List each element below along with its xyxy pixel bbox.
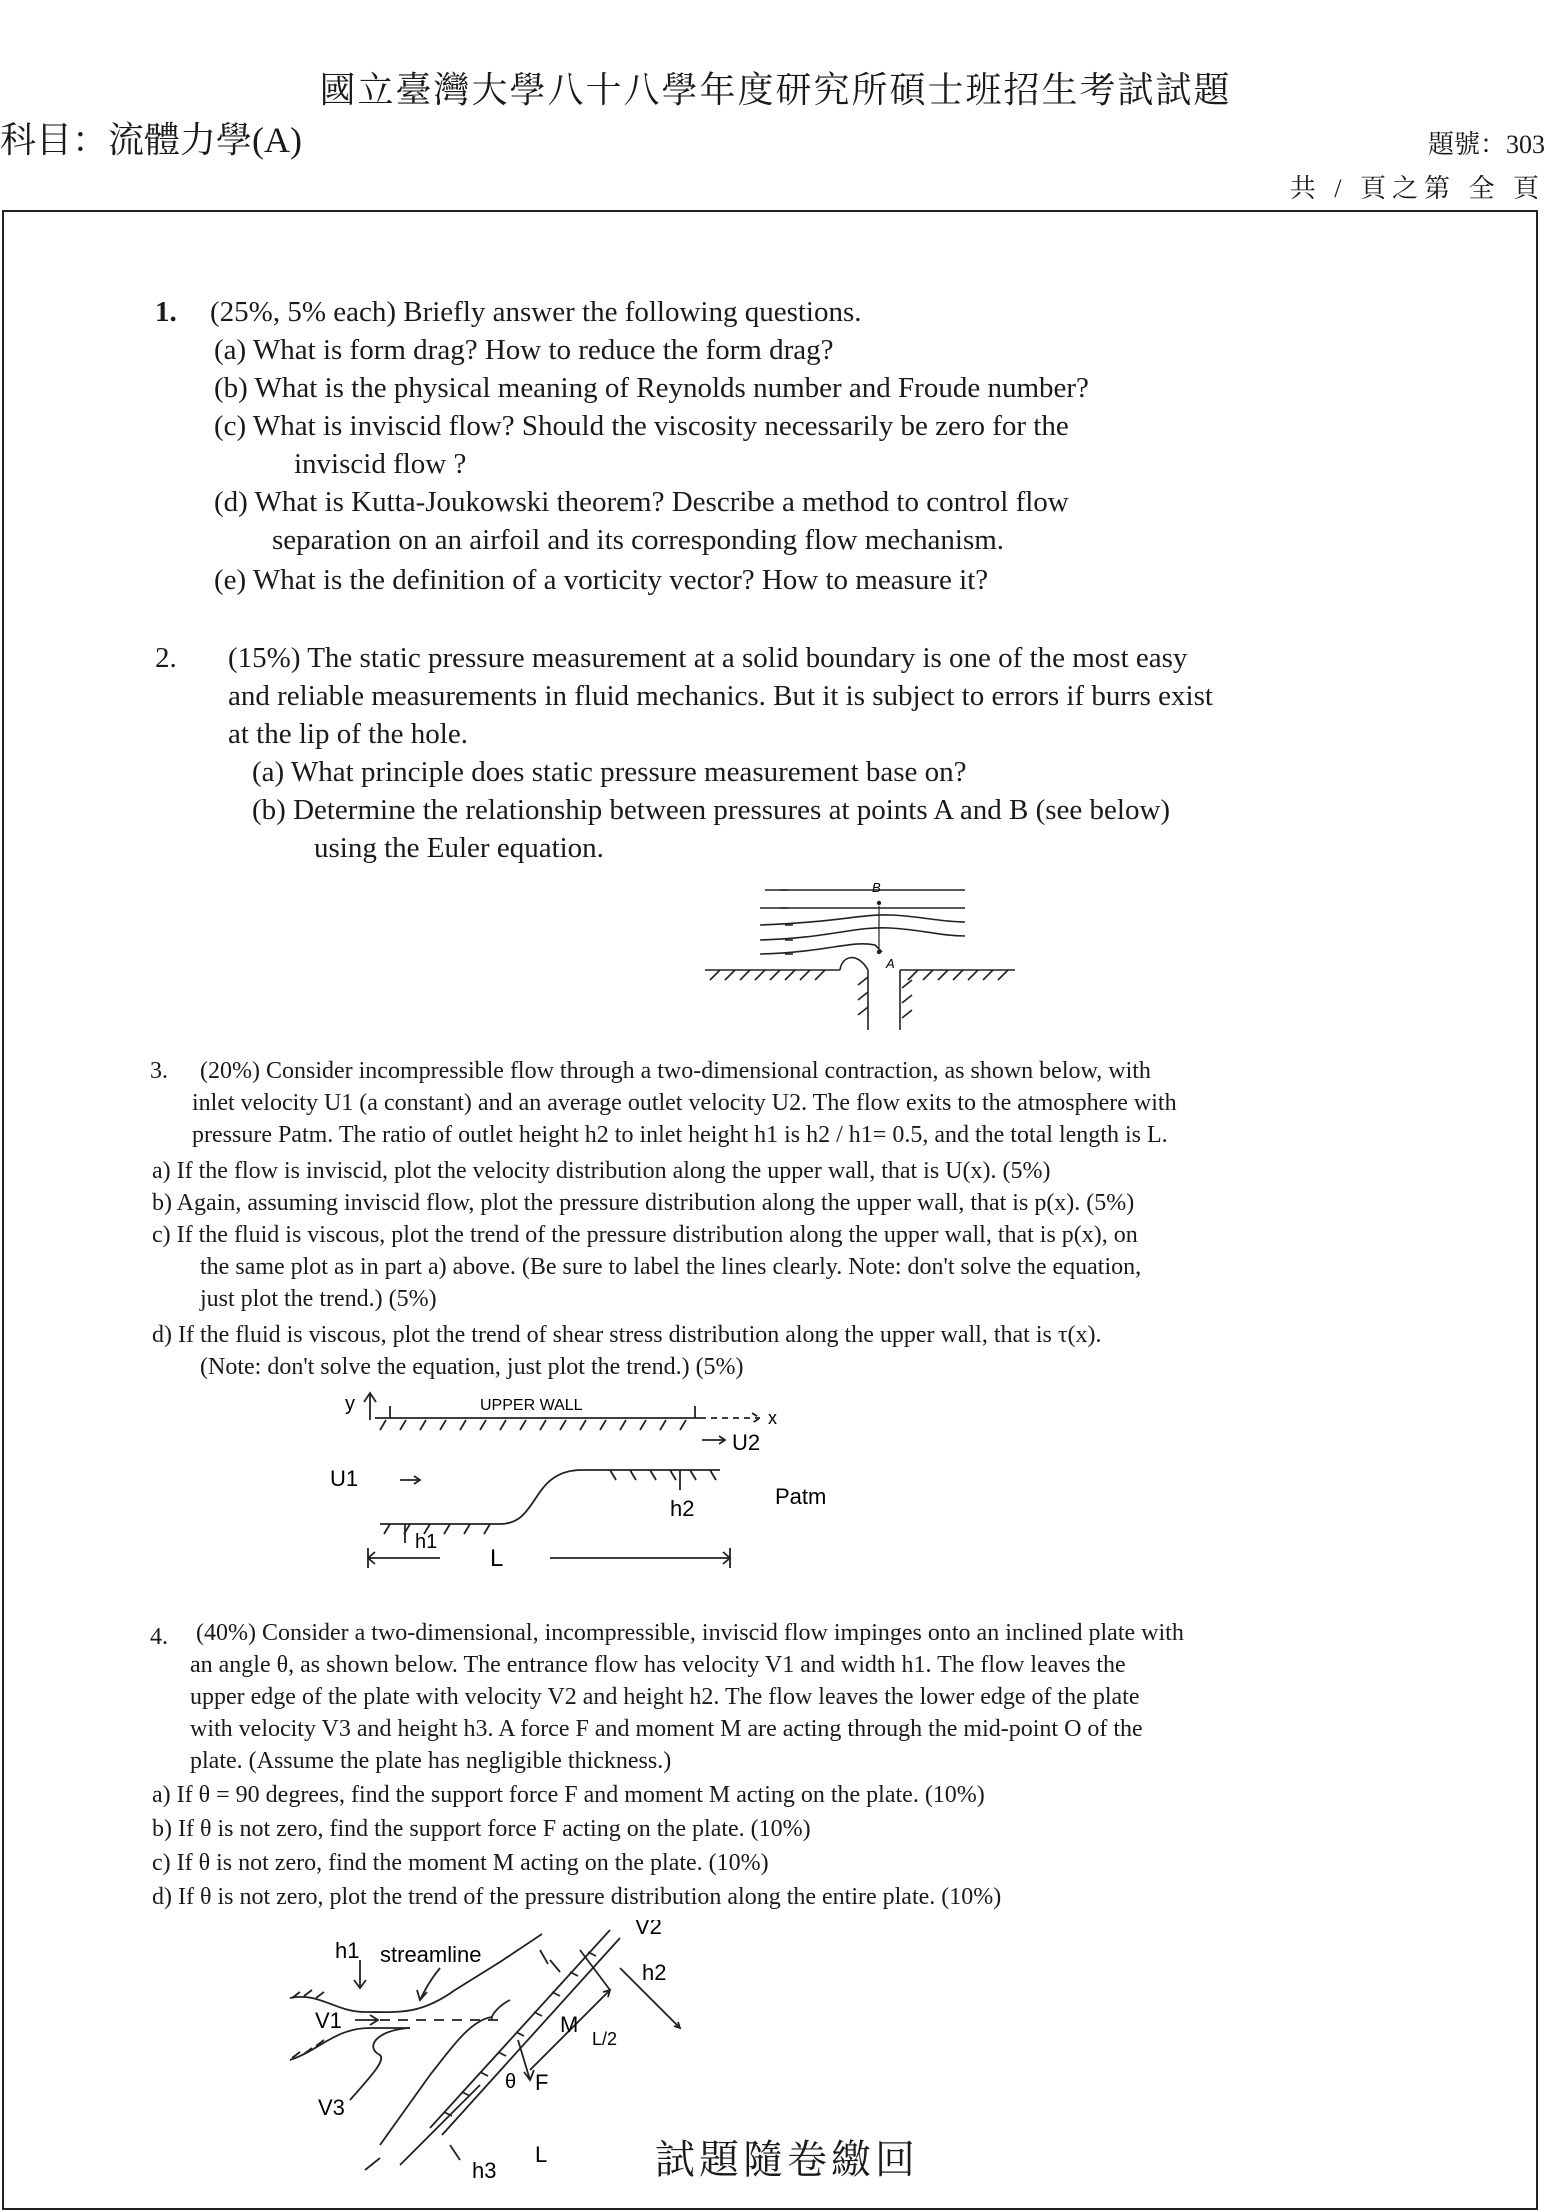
q1-d-line1: (d) What is Kutta-Joukowski theorem? Describe a method to control flow — [214, 486, 1069, 518]
q4-line1: (40%) Consider a two-dimensional, incompressible, inviscid flow impinges onto an inclined plate with — [196, 1620, 1184, 1646]
contraction-figure — [320, 1388, 840, 1588]
hatch — [908, 970, 1008, 980]
fig4-v2: V2 — [635, 1920, 662, 1939]
lower-wall — [380, 1470, 720, 1524]
lower-entry — [290, 2028, 410, 2060]
l-dim-arrow — [365, 2158, 380, 2170]
l-dim-bottom — [400, 2085, 480, 2165]
q3-line3: pressure Patm. The ratio of outlet height h2 to inlet height h1 is h2 / h1= 0.5, and the total length is L. — [192, 1122, 1168, 1148]
fig4-half-l: L/2 — [592, 2029, 618, 2049]
q3-b: b) Again, assuming inviscid flow, plot the pressure distribution along the upper wall, that is p(x). (5%) — [152, 1190, 1135, 1216]
q2-number: 2. — [155, 642, 177, 674]
plate-lower — [380, 2017, 492, 2145]
page-count: 共 / 頁之第 全 頁 — [1289, 174, 1545, 203]
streamline — [760, 915, 965, 925]
fig4-streamline: streamline — [380, 1942, 482, 1967]
flow-arrows — [780, 890, 793, 954]
q1-intro: (25%, 5% each) Briefly answer the following questions. — [210, 296, 862, 328]
moment-arc — [492, 2000, 510, 2020]
fig4-h2: h2 — [642, 1960, 667, 1985]
point-b — [877, 901, 881, 905]
fig4-h3: h3 — [472, 2158, 497, 2183]
streamline — [760, 928, 965, 940]
q4-line2: an angle θ, as shown below. The entrance flow has velocity V1 and width h1. The flow leaves the — [190, 1652, 1126, 1678]
q1-c-line1: (c) What is inviscid flow? Should the viscosity necessarily be zero for the — [214, 410, 1069, 442]
q2-b-line1: (b) Determine the relationship between pressures at points A and B (see below) — [252, 794, 1171, 826]
q1-d-line2: separation on an airfoil and its corresponding flow mechanism. — [272, 524, 1005, 556]
hatch — [858, 977, 912, 1018]
x-axis — [700, 1413, 760, 1423]
fig3-patm: Patm — [775, 1484, 827, 1509]
q3-c-line2: the same plot as in part a) above. (Be sure to label the lines clearly. Note: don't solve the equation, — [200, 1254, 1142, 1280]
fig3-upper-wall: UPPER WALL — [480, 1397, 583, 1414]
fig4-m: M — [560, 2012, 579, 2037]
fig4-theta: θ — [505, 2071, 517, 2093]
streamline — [760, 944, 882, 954]
wall-left — [705, 958, 868, 1030]
fig4-h1: h1 — [335, 1938, 360, 1963]
fig3-h1: h1 — [415, 1531, 438, 1553]
lower-exit — [350, 2028, 410, 2100]
static-pressure-figure — [690, 870, 1020, 1035]
q2-a: (a) What principle does static pressure measurement base on? — [252, 756, 967, 788]
q1-b: (b) What is the physical meaning of Reynolds number and Froude number? — [214, 372, 1089, 404]
q1-e: (e) What is the definition of a vorticity vector? How to measure it? — [214, 564, 989, 596]
h3-mark — [450, 2145, 460, 2160]
q2-line3: at the lip of the hole. — [228, 718, 468, 750]
q3-line2: inlet velocity U1 (a constant) and an average outlet velocity U2. The flow exits to the atmosphere with — [192, 1090, 1177, 1116]
fig4-f: F — [535, 2070, 549, 2095]
q3-line1: (20%) Consider incompressible flow through a two-dimensional contraction, as shown below, with — [200, 1058, 1151, 1084]
q4-line3: upper edge of the plate with velocity V2 and height h2. The flow leaves the lower edge of the plate — [190, 1684, 1140, 1710]
f-arrow — [518, 2040, 534, 2080]
y-axis — [364, 1393, 376, 1420]
label-b: B — [872, 880, 881, 895]
hatch — [710, 970, 825, 980]
fig3-u1: U1 — [330, 1466, 359, 1491]
fig3-h2: h2 — [670, 1496, 695, 1521]
q4-line5: plate. (Assume the plate has negligible thickness.) — [190, 1748, 672, 1774]
upper-hatch — [380, 1420, 686, 1430]
q1-a: (a) What is form drag? How to reduce the form drag? — [214, 334, 834, 366]
streamline-pointer — [417, 1968, 440, 2000]
return-note: 試題隨卷繳回 — [655, 2137, 919, 2183]
v1-arrow — [355, 2015, 378, 2025]
u1-arrow — [400, 1476, 420, 1484]
question-code: 題號：303 — [1427, 130, 1545, 159]
u2-arrow — [702, 1436, 725, 1444]
q4-c: c) If θ is not zero, find the moment M acting on the plate. (10%) — [152, 1850, 769, 1876]
h2-mark — [540, 1950, 560, 1972]
label-a: A — [886, 956, 895, 971]
q3-d-line1: d) If the fluid is viscous, plot the trend of shear stress distribution along the upper wall, that is τ(x). — [152, 1322, 1102, 1348]
fig3-y: y — [345, 1393, 355, 1415]
q1-c-line2: inviscid flow ? — [294, 448, 467, 480]
wall-hatch-bottom — [292, 2040, 324, 2058]
q4-d: d) If θ is not zero, plot the trend of the pressure distribution along the entire plate. (10%) — [152, 1884, 1002, 1910]
subject-label: 科目：流體力學(A) — [0, 120, 302, 160]
q3-d-line2: (Note: don't solve the equation, just plot the trend.) (5%) — [200, 1354, 744, 1380]
q3-c-line3: just plot the trend.) (5%) — [200, 1286, 437, 1312]
exam-title: 國立臺灣大學八十八學年度研究所碩士班招生考試試題 — [319, 70, 1232, 110]
q4-a: a) If θ = 90 degrees, find the support force F and moment M acting on the plate. (10%) — [152, 1782, 985, 1808]
fig4-l: L — [535, 2142, 548, 2167]
q3-a: a) If the flow is inviscid, plot the velocity distribution along the upper wall, that is U(x). (5%) — [152, 1158, 1051, 1184]
q2-line2: and reliable measurements in fluid mechanics. But it is subject to errors if burrs exist — [228, 680, 1213, 712]
fig3-l: L — [490, 1545, 504, 1572]
q1-number: 1. — [155, 296, 177, 328]
point-a — [877, 950, 881, 954]
q4-b: b) If θ is not zero, find the support force F acting on the plate. (10%) — [152, 1816, 811, 1842]
fig4-v1: V1 — [315, 2008, 342, 2033]
wall-right — [900, 970, 1015, 1030]
fig3-u2: U2 — [732, 1430, 761, 1455]
q2-b-line2: using the Euler equation. — [314, 832, 604, 864]
q3-number: 3. — [150, 1058, 168, 1084]
q4-number: 4. — [150, 1624, 168, 1650]
q2-line1: (15%) The static pressure measurement at a solid boundary is one of the most easy — [228, 642, 1188, 674]
q4-line4: with velocity V3 and height h3. A force F and moment M are acting through the mid-point O of the — [190, 1716, 1143, 1742]
h1-arrow — [354, 1960, 366, 1988]
fig4-v3: V3 — [318, 2095, 345, 2120]
q3-c-line1: c) If the fluid is viscous, plot the trend of the pressure distribution along the upper wall, that is p(x), on — [152, 1222, 1138, 1248]
fig3-x: x — [768, 1408, 777, 1428]
